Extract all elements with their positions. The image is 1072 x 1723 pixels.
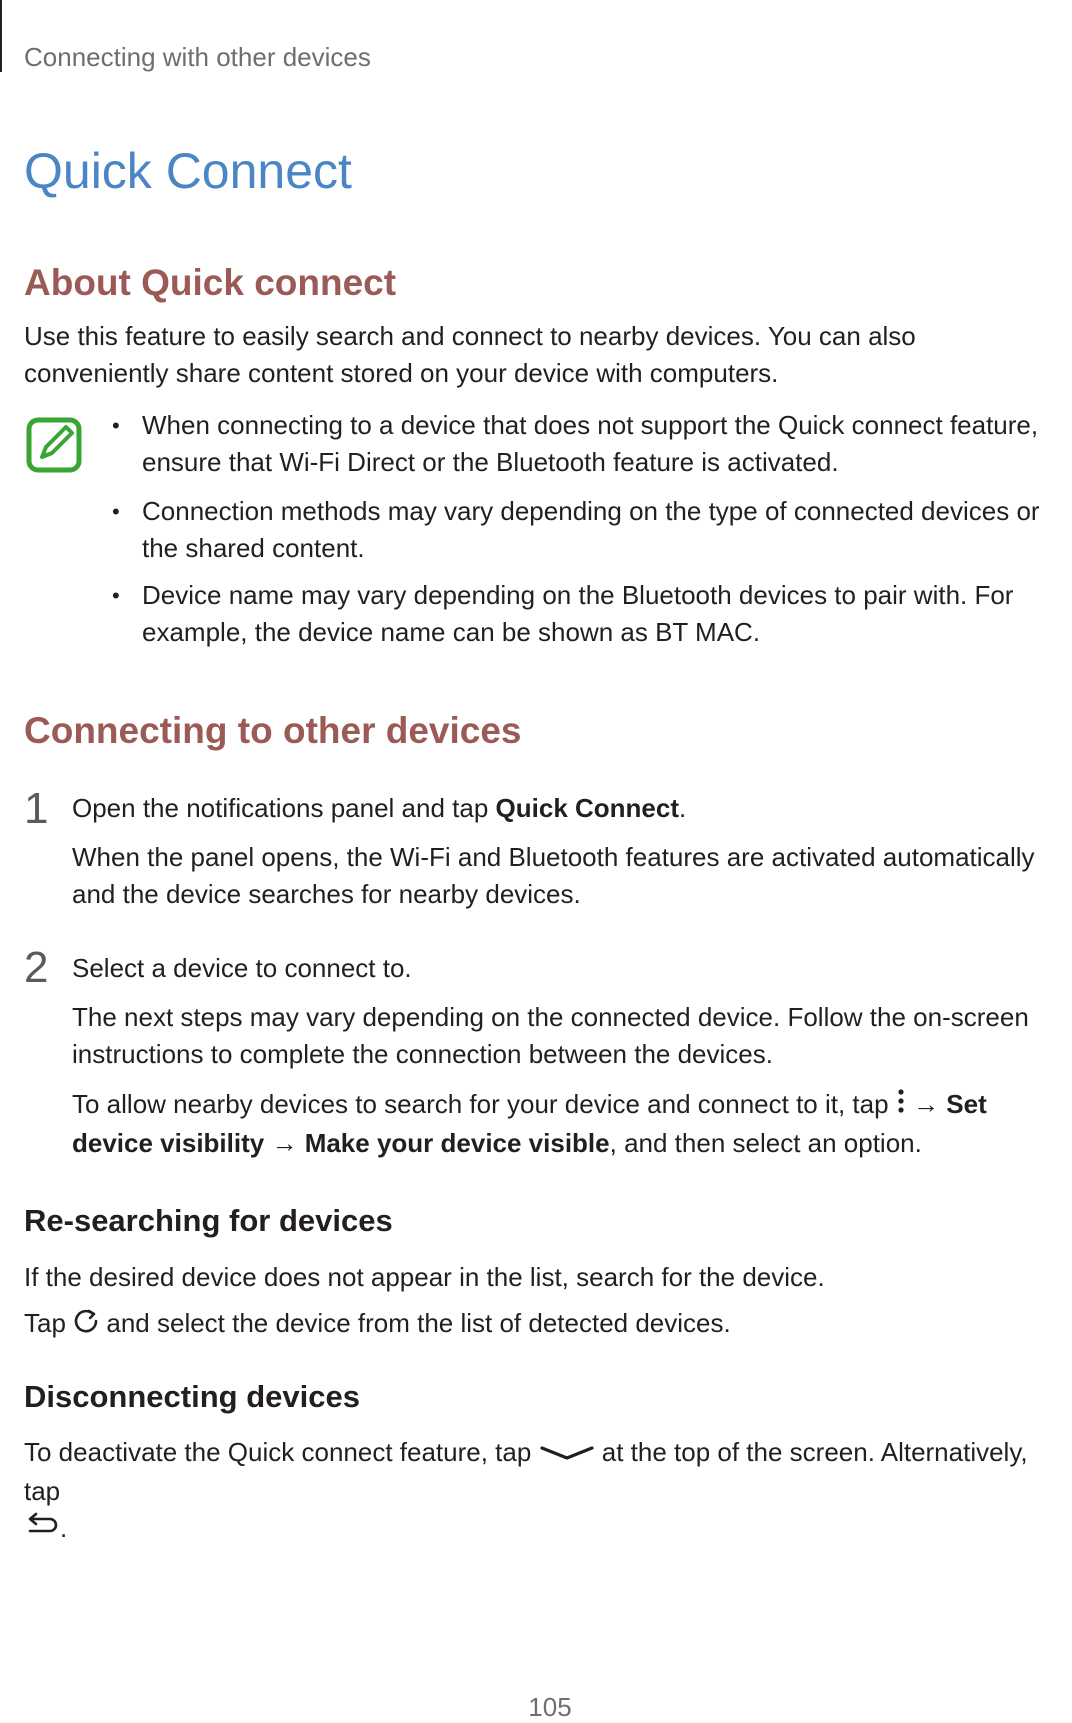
section-heading-about: About Quick connect xyxy=(24,262,397,303)
note-item xyxy=(112,407,1072,487)
arrow: → xyxy=(913,1089,940,1119)
bullet-dot: • xyxy=(112,413,120,438)
research-pre: Tap xyxy=(24,1308,74,1338)
research-line-2 xyxy=(24,1305,1054,1344)
step-number: 2 xyxy=(24,943,49,992)
step-2-text: Select a device to connect to. xyxy=(72,953,412,983)
step-1-text xyxy=(72,790,1062,827)
note-text: Device name may vary depending on the Bluetooth devices to pair with. For example, the device name can be shown as BT MAC. xyxy=(142,580,1014,647)
set-device-visibility-label: Set device visibility xyxy=(72,1089,987,1159)
about-intro: Use this feature to easily search and connect to nearby devices. You can also conveniently share content stored on your device with computers. xyxy=(24,321,916,388)
disconnect-post: . xyxy=(60,1512,68,1543)
disconnect-mid: at the top of the screen. Alternatively, tap xyxy=(24,1437,1028,1506)
section-heading-disconnect: Disconnecting devices xyxy=(24,1379,360,1414)
arrow: → xyxy=(271,1128,298,1159)
chevron-down-icon xyxy=(539,1436,595,1473)
note-item xyxy=(112,493,1072,573)
disconnect-text xyxy=(24,1434,1064,1548)
disconnect-pre: To deactivate the Quick connect feature, tap xyxy=(24,1437,539,1467)
step-1-pre: Open the notifications panel and tap xyxy=(72,793,496,823)
visibility-instruction xyxy=(72,1086,1062,1162)
step-number: 1 xyxy=(24,784,49,833)
quick-connect-label: Quick Connect xyxy=(495,793,680,823)
step-2-detail: The next steps may vary depending on the connected device. Follow the on-screen instructions to complete the connection between the devices. xyxy=(72,1002,1029,1069)
bullet-dot: • xyxy=(112,499,120,524)
note-text: Connection methods may vary depending on the type of connected devices or the shared content. xyxy=(142,496,1040,563)
note-pencil-icon xyxy=(26,417,82,473)
page-number: 105 xyxy=(528,1692,572,1722)
note-text: When connecting to a device that does not support the Quick connect feature, ensure that Wi-Fi Direct or the Bluetooth feature is activated. xyxy=(142,410,1039,477)
page-title: Quick Connect xyxy=(24,143,352,199)
refresh-icon xyxy=(73,1307,99,1344)
section-heading-connecting: Connecting to other devices xyxy=(24,710,522,751)
bullet-dot: • xyxy=(112,583,120,608)
make-device-visible-label: Make your device visible xyxy=(304,1128,610,1159)
more-options-icon xyxy=(896,1087,906,1125)
back-icon xyxy=(24,1511,60,1548)
top-margin-rule xyxy=(0,0,2,72)
research-line-1: If the desired device does not appear in the list, search for the device. xyxy=(24,1262,825,1292)
visibility-pre: To allow nearby devices to search for your device and connect to it, tap xyxy=(72,1089,896,1119)
research-post: and select the device from the list of detected devices. xyxy=(99,1308,731,1338)
note-item xyxy=(112,577,1072,657)
chapter-header: Connecting with other devices xyxy=(24,42,371,72)
visibility-post: , and then select an option. xyxy=(609,1128,922,1159)
step-1-post: . xyxy=(679,793,687,823)
step-1-detail: When the panel opens, the Wi-Fi and Bluetooth features are activated automatically and the device searches for nearby devices. xyxy=(72,842,1035,909)
section-heading-research: Re-searching for devices xyxy=(24,1203,393,1238)
